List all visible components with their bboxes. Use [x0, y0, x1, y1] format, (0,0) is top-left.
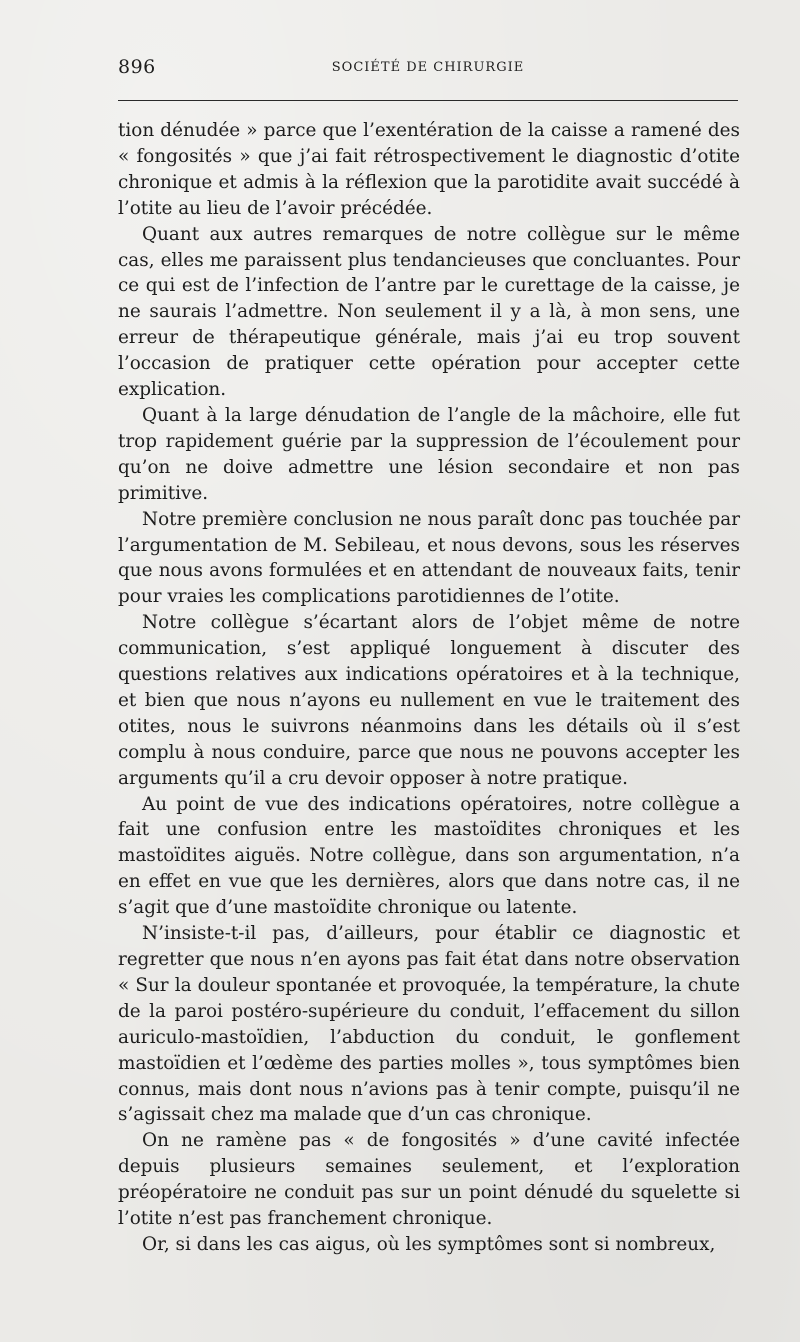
- paragraph: Quant aux autres remarques de notre collègue sur le même cas, elles me paraissent plus tendancieuses que concluantes. Pour ce qui est de l’infection de l’antre par le curettage de la caisse, je ne saurais l’admettre. Non seulement il y a là, à mon sens, une erreur de thérapeutique générale, mais j’ai eu trop souvent l’occasion de pratiquer cette opération pour accepter cette explication.: [118, 223, 740, 401]
- paragraph: Au point de vue des indications opératoires, notre collègue a fait une confusion entre les mastoïdites chroniques et les mastoïdites aiguës. Notre collègue, dans son argumentation, n’a en effet en vue que les dernières, alors que dans notre cas, il ne s’agit que d’une mastoïdite chronique ou latente.: [118, 793, 740, 919]
- paragraph: Quant à la large dénudation de l’angle de la mâchoire, elle fut trop rapidement guérie par la suppression de l’écoulement pour qu’on ne doive admettre une lésion secondaire et non pas primitive.: [118, 404, 740, 504]
- paragraph: On ne ramène pas « de fongosités » d’une cavité infectée depuis plusieurs semaines seulement, et l’exploration préopératoire ne conduit pas sur un point dénudé du squelette si l’otite n’est pas franchement chronique.: [118, 1130, 740, 1230]
- page-header: [118, 56, 738, 84]
- body-text: [118, 118, 740, 1258]
- paragraph: Notre collègue s’écartant alors de l’objet même de notre communication, s’est appliqué longuement à discuter des questions relatives aux indications opératoires et à la technique, et bien que nous n’ayons eu nullement en vue le traitement des otites, nous le suivrons néanmoins dans les détails où il s’est complu à nous conduire, parce que nous ne pouvons accepter les arguments qu’il a cru devoir opposer à notre pratique.: [118, 612, 740, 789]
- paragraph: Notre première conclusion ne nous paraît donc pas touchée par l’argumentation de M. Sebileau, et nous devons, sous les réserves que nous avons formulées et en attendant de nouveaux faits, tenir pour vraies les complications parotidiennes de l’otite.: [118, 508, 740, 608]
- running-title: SOCIÉTÉ DE CHIRURGIE: [331, 60, 525, 75]
- paragraph: tion dénudée » parce que l’exentération de la caisse a ramené des « fongosités » que j’ai fait rétrospectivement le diagnostic d’otite chronique et admis à la réflexion que la parotidite avait succédé à l’otite au lieu de l’avoir précédée.: [118, 120, 740, 219]
- paragraph: N’insiste-t-il pas, d’ailleurs, pour établir ce diagnostic et regretter que nous n’en ayons pas fait état dans notre observation « Sur la douleur spontanée et provoquée, la température, la chute de la paroi postéro-supérieure du conduit, l’effacement du sillon auriculo-mastoïdien, l’abduction du conduit, le gonflement mastoïdien et l’œdème des parties molles », tous symptômes bien connus, mais dont nous n’avions pas à tenir compte, puisqu’il ne s’agissait chez ma malade que d’un cas chronique.: [118, 923, 740, 1126]
- paragraph: Or, si dans les cas aigus, où les symptômes sont si nombreux,: [142, 1233, 716, 1255]
- page-number: 896: [118, 56, 156, 78]
- header-rule: [118, 100, 738, 101]
